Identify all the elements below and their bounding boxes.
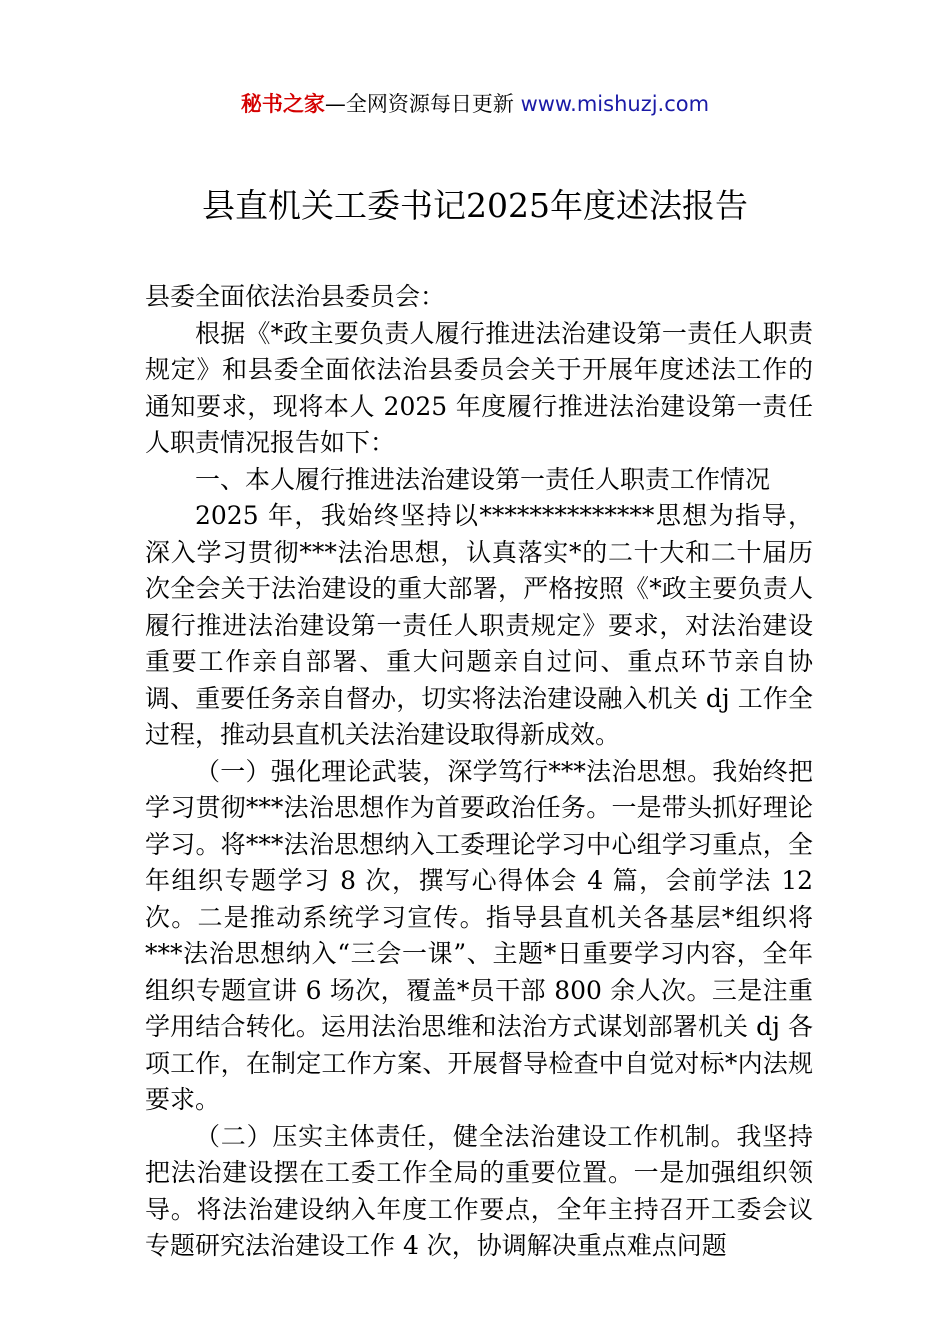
salutation: 县委全面依法治县委员会： [145, 282, 446, 311]
site-brand: 秘书之家 [240, 92, 325, 116]
site-header [0, 88, 950, 120]
section-heading: 一、本人履行推进法治建设第一责任人职责工作情况 [195, 464, 771, 494]
paragraph-intro: 根据《*政主要负责人履行推进法治建设第一责任人职责规定》和县委全面依法治县委员会关于开展年度述法工作的通知要求，现将本人 2025 年度履行推进法治建设第一责任人职责情况报告如下： [145, 318, 813, 457]
paragraph-overview: 2025 年，我始终坚持以**************思想为指导，深入学习贯彻***法治思想，认真落实*的二十大和二十届历次全会关于法治建设的重大部署，严格按照《*政主要负责人履行推进法治建设第一责任人职责规定》要求，对法治建设重要工作亲自部署、重大问题亲自过问、重点环节亲自协调、重要任务亲自督办，切实将法治建设融入机关 dj 工作全过程，推动县直机关法治建设取得新成效。 [145, 501, 813, 749]
paragraph-item-2: （二）压实主体责任，健全法治建设工作机制。我坚持把法治建设摆在工委工作全局的重要位置。一是加强组织领导。将法治建设纳入年度工作要点，全年主持召开工委会议专题研究法治建设工作 4 次，协调解决重点难点问题 [145, 1121, 813, 1260]
site-tagline: —全网资源每日更新 [324, 92, 521, 116]
paragraph-item-1: （一）强化理论武装，深学笃行***法治思想。我始终把学习贯彻***法治思想作为首要政治任务。一是带头抓好理论学习。将***法治思想纳入工委理论学习中心组学习重点，全年组织专题学习 8 次，撰写心得体会 4 篇，会前学法 12 次。二是推动系统学习宣传。指导县直机关各基层*组织将***法治思想纳入“三会一课”、主题*日重要学习内容，全年组织专题宣讲 6 场次，覆盖*员干部 800 余人次。三是注重学用结合转化。运用法治思维和法治方式谋划部署机关 dj 各项工作，在制定工作方案、开展督导检查中自觉对标*内法规要求。 [145, 756, 813, 1114]
site-url-link[interactable]: www.mishuzj.com [520, 92, 710, 116]
document-title: 县直机关工委书记2025年度述法报告 [202, 186, 748, 225]
document-body [145, 279, 813, 1265]
